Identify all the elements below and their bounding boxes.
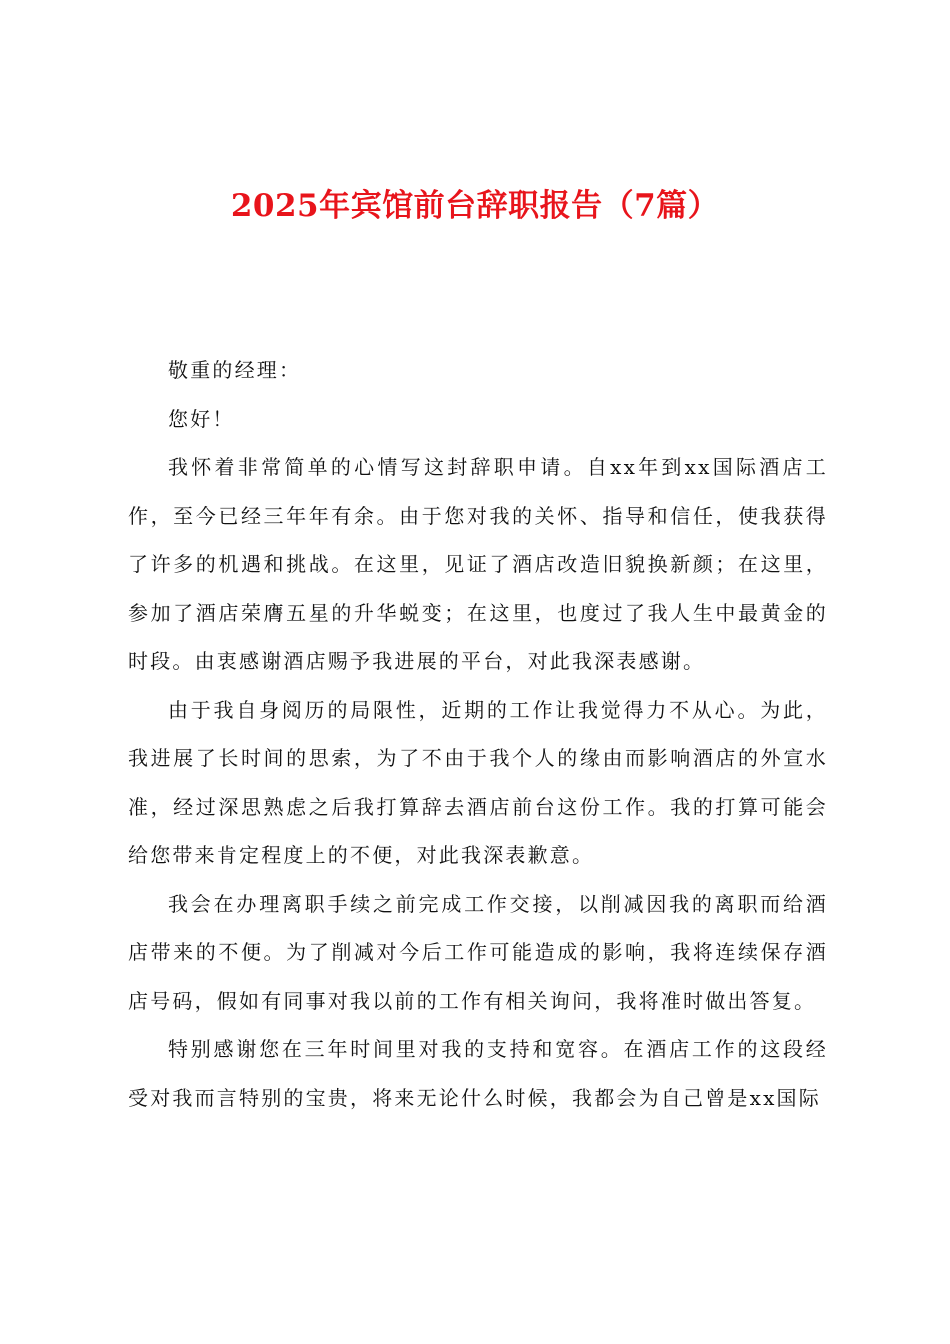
document-body <box>128 346 828 1122</box>
document-title: 2025年宾馆前台辞职报告（7篇） <box>230 188 720 224</box>
body-paragraph: 特别感谢您在三年时间里对我的支持和宽容。在酒店工作的这段经受对我而言特别的宝贵，将来无论什么时候，我都会为自己曾是xx国际 <box>128 1037 828 1110</box>
body-paragraph: 由于我自身阅历的局限性，近期的工作让我觉得力不从心。为此，我进展了长时间的思索，为了不由于我个人的缘由而影响酒店的外宣水准，经过深思熟虑之后我打算辞去酒店前台这份工作。我的打算可能会给您带来肯定程度上的不便，对此我深表歉意。 <box>128 697 828 867</box>
greeting: 您好！ <box>168 406 235 431</box>
salutation: 敬重的经理： <box>168 358 302 382</box>
body-paragraph: 我会在办理离职手续之前完成工作交接，以削减因我的离职而给酒店带来的不便。为了削减对今后工作可能造成的影响，我将连续保存酒店号码，假如有同事对我以前的工作有相关询问，我将准时做出答复。 <box>128 891 828 1013</box>
body-paragraph: 我怀着非常简单的心情写这封辞职申请。自xx年到xx国际酒店工作，至今已经三年年有余。由于您对我的关怀、指导和信任，使我获得了许多的机遇和挑战。在这里，见证了酒店改造旧貌换新颜；在这里，参加了酒店荣膺五星的升华蜕变；在这里，也度过了我人生中最黄金的时段。由衷感谢酒店赐予我进展的平台，对此我深表感谢。 <box>128 455 828 673</box>
